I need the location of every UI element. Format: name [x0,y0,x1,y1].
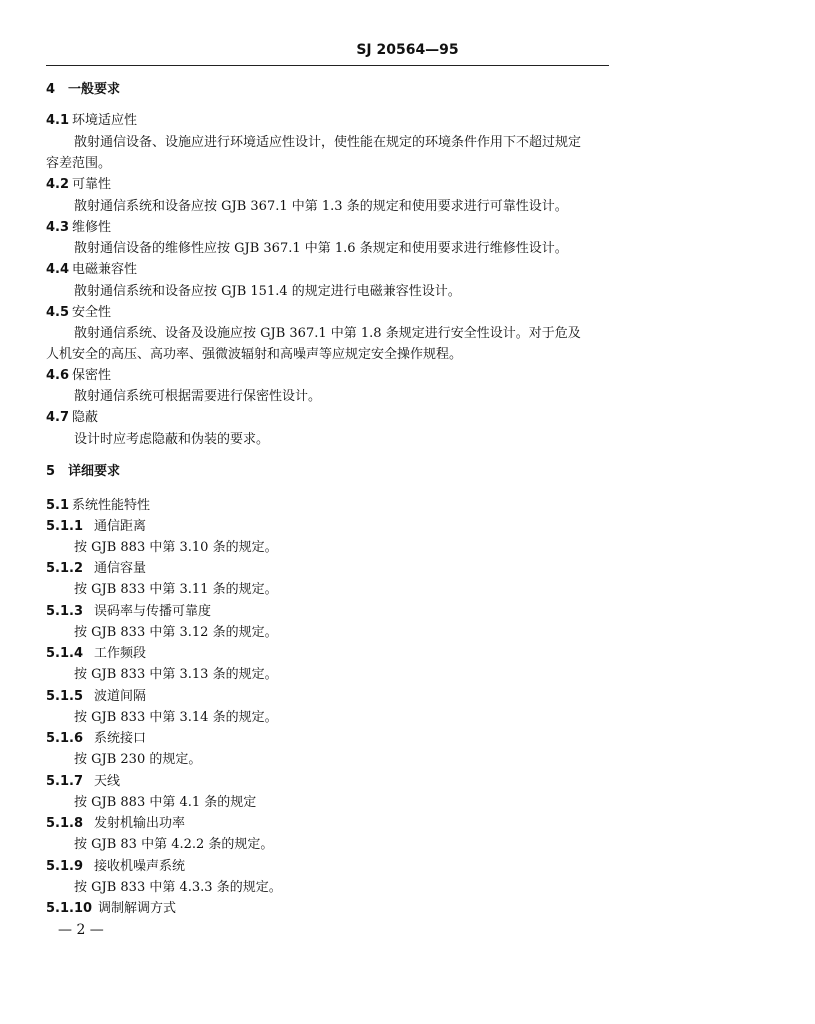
section-title: 系统性能特性 [72,498,151,513]
section-title: 系统接口 [94,731,147,746]
section-title: 工作频段 [94,646,147,661]
section-title: 安全性 [72,305,112,320]
section-number: 4.5 [46,305,70,320]
section-4-heading [46,82,120,98]
section-title: 电磁兼容性 [72,262,138,277]
section-title: 发射机输出功率 [94,816,186,831]
section-number: 5.1.2 [46,561,84,576]
section-5-1-2-heading [46,561,146,577]
section-number: 5.1.6 [46,731,84,746]
section-5-1-2-body: 按 GJB 833 中第 3.11 条的规定。 [74,582,278,597]
section-title: 通信距离 [94,519,147,534]
section-4-1-heading [46,113,137,129]
header-rule [46,65,609,66]
section-5-1-5-heading [46,689,146,705]
section-5-1-9-heading [46,859,185,875]
section-number: 5.1.8 [46,816,84,831]
section-number: 5.1 [46,498,70,513]
section-title: 接收机噪声系统 [94,859,186,874]
section-number: 5 [46,464,56,479]
section-4-4-heading [46,262,137,278]
section-5-1-3-heading [46,604,211,620]
section-5-1-8-heading [46,816,185,832]
section-title: 天线 [94,774,121,789]
section-title: 波道间隔 [94,689,147,704]
page-number: — 2 — [58,922,104,938]
section-number: 4.3 [46,220,70,235]
section-title: 保密性 [72,368,112,383]
section-number: 4.2 [46,177,70,192]
section-5-1-4-body: 按 GJB 833 中第 3.13 条的规定。 [74,667,278,682]
section-title: 可靠性 [72,177,112,192]
section-5-1-3-body: 按 GJB 833 中第 3.12 条的规定。 [74,625,278,640]
section-number: 5.1.1 [46,519,84,534]
section-4-1-body-line-1: 散射通信设备、设施应进行环境适应性设计，使性能在规定的环境条件作用下不超过规定 [74,135,582,150]
section-number: 5.1.10 [46,901,93,916]
section-4-6-body: 散射通信系统可根据需要进行保密性设计。 [74,389,322,404]
section-number: 5.1.3 [46,604,84,619]
section-title: 通信容量 [94,561,147,576]
section-4-3-heading [46,220,111,236]
section-4-5-body-line-2: 人机安全的高压、高功率、强微波辐射和高噪声等应规定安全操作规程。 [46,347,463,362]
section-5-1-9-body: 按 GJB 833 中第 4.3.3 条的规定。 [74,880,282,895]
section-5-1-heading [46,498,150,514]
section-number: 4.7 [46,410,70,425]
section-number: 5.1.9 [46,859,84,874]
section-title: 详细要求 [68,464,121,479]
section-number: 4 [46,82,56,97]
section-5-1-1-body: 按 GJB 883 中第 3.10 条的规定。 [74,540,278,555]
section-5-1-7-body: 按 GJB 883 中第 4.1 条的规定 [74,795,257,810]
section-number: 5.1.4 [46,646,84,661]
section-4-2-heading [46,177,111,193]
section-4-7-heading [46,410,98,426]
section-5-1-5-body: 按 GJB 833 中第 3.14 条的规定。 [74,710,278,725]
section-number: 4.1 [46,113,70,128]
section-4-5-body-line-1: 散射通信系统、设备及设施应按 GJB 367.1 中第 1.8 条规定进行安全性设计。对于危及 [74,326,581,341]
section-4-4-body: 散射通信系统和设备应按 GJB 151.4 的规定进行电磁兼容性设计。 [74,284,461,299]
standard-code: SJ 20564—95 [356,42,459,58]
section-title: 维修性 [72,220,112,235]
section-5-1-6-heading [46,731,146,747]
section-4-1-body-line-2: 容差范围。 [46,156,112,171]
section-4-7-body: 设计时应考虑隐蔽和伪装的要求。 [74,432,270,447]
section-title: 隐蔽 [72,410,99,425]
section-title: 误码率与传播可靠度 [94,604,212,619]
section-4-5-heading [46,305,111,321]
section-title: 环境适应性 [72,113,138,128]
section-5-1-7-heading [46,774,120,790]
section-4-6-heading [46,368,111,384]
section-5-1-6-body: 按 GJB 230 的规定。 [74,752,202,767]
section-title: 调制解调方式 [98,901,177,916]
section-title: 一般要求 [68,82,121,97]
section-number: 4.4 [46,262,70,277]
section-5-heading [46,464,120,480]
section-5-1-8-body: 按 GJB 83 中第 4.2.2 条的规定。 [74,837,274,852]
section-number: 4.6 [46,368,70,383]
section-5-1-10-heading [46,901,176,917]
section-4-2-body: 散射通信系统和设备应按 GJB 367.1 中第 1.3 条的规定和使用要求进行可靠性设计。 [74,199,568,214]
section-number: 5.1.7 [46,774,84,789]
section-5-1-1-heading [46,519,146,535]
section-5-1-4-heading [46,646,146,662]
section-4-3-body: 散射通信设备的维修性应按 GJB 367.1 中第 1.6 条规定和使用要求进行维修性设计。 [74,241,568,256]
section-number: 5.1.5 [46,689,84,704]
